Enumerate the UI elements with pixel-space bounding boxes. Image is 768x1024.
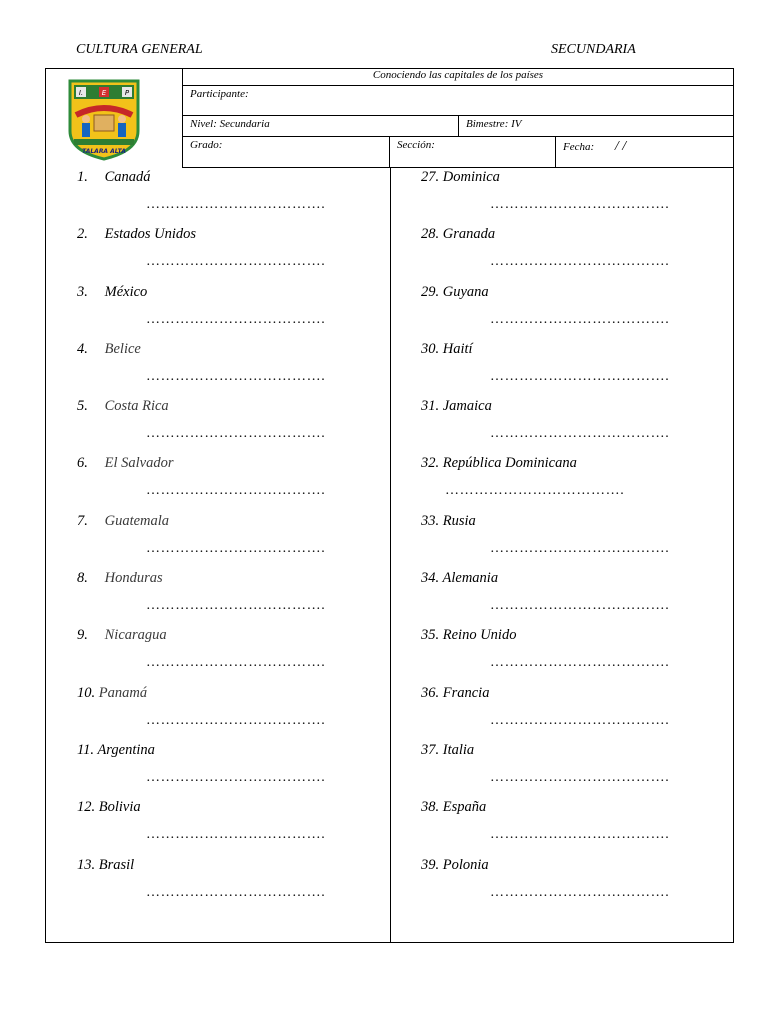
country-label [421,169,500,186]
country-label [77,226,196,243]
country-label [77,570,163,587]
answer-line[interactable]: ………………………………. [146,712,326,728]
country-name: Rusia [442,512,476,529]
item-number: 35. [421,627,440,644]
answer-line[interactable]: ………………………………. [445,483,625,499]
country-label [77,284,147,301]
answer-line[interactable]: ………………………………. [146,769,326,785]
item-number: 13. [77,856,96,873]
country-label [421,513,476,530]
item-number: 34. [421,570,440,587]
item-number: 36. [421,684,440,701]
answer-line[interactable]: ………………………………. [146,197,326,212]
country-name: Panamá [98,684,148,701]
item-number: 28. [421,226,440,243]
country-label [77,857,134,874]
answer-line[interactable]: ………………………………. [490,197,670,212]
item-number: 4. [77,340,88,357]
country-label [77,742,155,759]
item-number: 32. [421,455,440,472]
country-name: Costa Rica [104,398,169,415]
worksheet-frame [45,68,734,943]
form-title: Conociendo las capitales de los países [183,69,733,86]
country-name: Reino Unido [442,627,517,644]
answer-line[interactable]: ………………………………. [146,540,326,556]
svg-text:P: P [124,89,130,97]
country-name: México [104,283,148,300]
answer-line[interactable]: ………………………………. [146,598,326,614]
country-name: Guatemala [104,512,170,529]
country-label [77,627,167,644]
svg-text:E: E [101,89,107,97]
country-name: Francia [442,684,490,701]
country-label [421,685,489,702]
country-name: Polonia [442,856,489,873]
country-label [421,627,516,644]
svg-text:TALARA ALTA: TALARA ALTA [82,148,126,155]
country-label [421,799,486,816]
item-number: 12. [77,799,96,816]
item-number: 7. [77,512,88,529]
item-number: 9. [77,627,88,644]
answer-line[interactable]: ………………………………. [146,655,326,671]
item-number: 37. [421,741,440,758]
item-number: 3. [77,283,88,300]
answer-line[interactable]: ………………………………. [146,254,326,270]
item-number: 29. [421,283,440,300]
answer-line[interactable]: ………………………………. [490,769,670,785]
answer-line[interactable]: ………………………………. [490,311,670,327]
country-name: Honduras [104,570,163,587]
country-label [421,455,577,472]
item-number: 2. [77,226,88,243]
answer-line[interactable]: ………………………………. [490,827,670,843]
country-label [421,570,498,587]
answer-line[interactable]: ………………………………. [490,884,670,900]
participant-field[interactable]: Participante: [190,88,249,100]
answer-line[interactable]: ………………………………. [490,540,670,556]
section-field[interactable]: Sección: [389,137,555,167]
answer-line[interactable]: ………………………………. [146,311,326,327]
country-name: Haití [442,340,473,357]
date-separators: / / [614,139,627,154]
country-name: Granada [442,226,496,243]
answer-line[interactable]: ………………………………. [490,655,670,671]
country-name: El Salvador [104,455,174,472]
answer-line[interactable]: ………………………………. [146,368,326,384]
answer-line[interactable]: ………………………………. [490,368,670,384]
answer-line[interactable]: ………………………………. [490,254,670,270]
country-name: Jamaica [442,398,492,415]
country-label [77,455,174,472]
answer-line[interactable]: ………………………………. [490,598,670,614]
svg-text:I.: I. [78,89,84,97]
country-label [421,742,474,759]
country-name: Dominica [442,169,500,185]
country-name: Italia [442,741,475,758]
answer-line[interactable]: ………………………………. [146,827,326,843]
item-number: 30. [421,340,440,357]
item-number: 27. [421,169,440,185]
item-number: 11. [77,741,95,758]
student-info-table [183,69,733,168]
date-label: Fecha: [563,141,595,153]
country-label [77,799,141,816]
item-number: 31. [421,398,440,415]
country-name: Brasil [98,856,135,873]
answer-line[interactable]: ………………………………. [146,483,326,499]
country-label [77,341,141,358]
item-number: 33. [421,512,440,529]
country-name: Guyana [442,283,489,300]
school-crest-logo [68,79,140,161]
answer-line[interactable]: ………………………………. [490,426,670,442]
country-label [421,857,489,874]
answer-line[interactable]: ………………………………. [490,712,670,728]
country-label [77,513,169,530]
level-field: Nivel: Secundaria [190,118,270,130]
country-label [77,685,147,702]
item-number: 8. [77,570,88,587]
country-label [421,398,492,415]
item-number: 5. [77,398,88,415]
term-field: Bimestre: IV [458,116,733,136]
column-divider [390,168,391,943]
item-number: 38. [421,799,440,816]
grade-field[interactable]: Grado: [190,139,223,151]
answer-line[interactable]: ………………………………. [146,884,326,900]
country-name: Argentina [97,741,155,758]
country-name: Bolivia [98,799,141,816]
level-title: SECUNDARIA [551,42,636,57]
subject-title: CULTURA GENERAL [76,42,203,57]
country-label [421,341,473,358]
item-number: 6. [77,455,88,472]
country-name: Estados Unidos [104,226,197,243]
country-name: Nicaragua [104,627,167,644]
item-number: 10. [77,684,96,701]
date-field[interactable] [555,137,733,167]
country-name: Alemania [442,570,499,587]
country-label [77,169,151,186]
country-name: España [442,799,487,816]
country-label [77,398,169,415]
item-number: 39. [421,856,440,873]
country-label [421,284,489,301]
country-name: Belice [104,340,141,357]
logo-cell [46,69,183,168]
answer-line[interactable]: ………………………………. [146,426,326,442]
country-name: República Dominicana [442,455,577,472]
item-number: 1. [77,169,88,185]
country-name: Canadá [104,169,151,185]
country-label [421,226,495,243]
